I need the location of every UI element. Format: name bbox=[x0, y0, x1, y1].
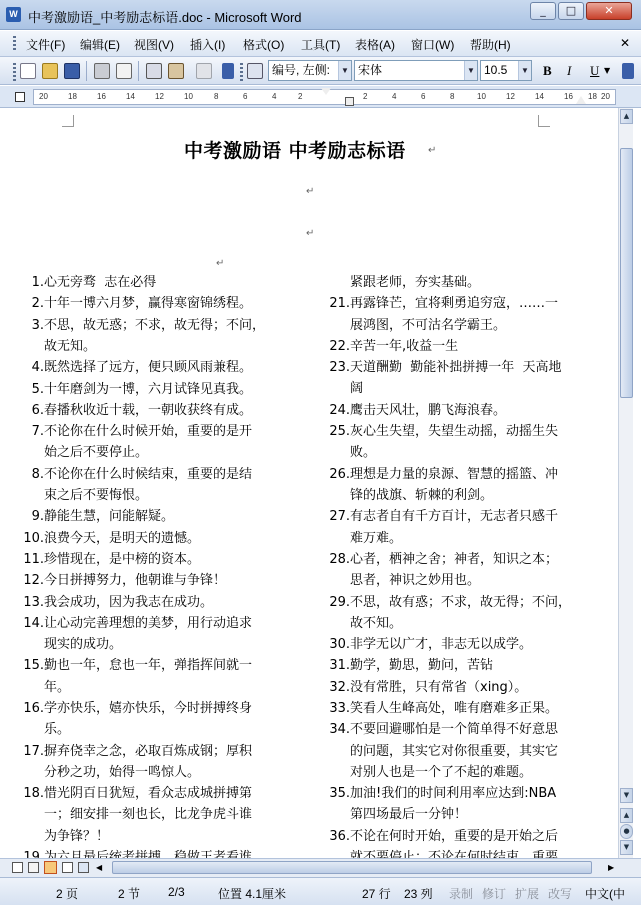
list-item-text: 有志者自有千方百计，无志者只感千 bbox=[350, 509, 559, 525]
menu-bar bbox=[0, 31, 641, 57]
chevron-down-icon[interactable]: ▼ bbox=[464, 61, 477, 80]
print-layout-view-icon[interactable] bbox=[44, 861, 57, 874]
print-preview-icon[interactable] bbox=[116, 63, 132, 79]
list-number: 8. bbox=[31, 466, 44, 482]
ruler-tick-label: 4 bbox=[272, 92, 277, 101]
vertical-scrollbar[interactable] bbox=[618, 108, 633, 858]
styles-pane-icon[interactable] bbox=[247, 63, 263, 79]
list-number: 1. bbox=[31, 275, 44, 290]
list-item[interactable] bbox=[326, 677, 596, 698]
list-number: 36. bbox=[329, 828, 350, 844]
ruler-tick-label: 8 bbox=[450, 92, 455, 101]
list-item-text: 为争锋？！ bbox=[44, 828, 110, 844]
browse-object-icon[interactable]: ● bbox=[620, 824, 633, 839]
save-icon[interactable] bbox=[64, 63, 80, 79]
list-item-text: 学亦快乐，嬉亦快乐，今时拼搏终身 bbox=[44, 701, 253, 716]
list-item-text: 第四场最后一分钟！ bbox=[350, 807, 468, 823]
list-item[interactable] bbox=[20, 272, 290, 293]
list-number: 17. bbox=[23, 743, 44, 759]
status-track-changes[interactable]: 修订 bbox=[482, 887, 507, 901]
list-item[interactable] bbox=[326, 698, 596, 719]
status-language[interactable]: 中文(中 bbox=[585, 887, 625, 901]
scroll-left-icon[interactable]: ◀ bbox=[96, 863, 103, 872]
list-item-text: 分秒之功，始得一鸣惊人。 bbox=[44, 764, 201, 780]
list-item[interactable] bbox=[20, 698, 290, 741]
list-item-text: 既然选择了远方，便只顾风雨兼程。 bbox=[44, 360, 253, 376]
list-number: 31. bbox=[329, 658, 350, 674]
list-item-text: 今日拼搏努力，他朝谁与争锋！ bbox=[44, 573, 227, 589]
menu-help[interactable]: 帮助(H) bbox=[470, 38, 511, 52]
status-overtype[interactable]: 改写 bbox=[548, 887, 573, 901]
list-item[interactable] bbox=[326, 655, 596, 676]
list-item-text: 年。 bbox=[44, 679, 71, 695]
underline-button[interactable]: U bbox=[590, 63, 600, 78]
menu-insert[interactable]: 插入(I) bbox=[190, 38, 226, 52]
list-item-text: 不思，故无惑；不求，故无得；不问， bbox=[44, 317, 266, 333]
scroll-thumb[interactable] bbox=[620, 148, 633, 398]
list-item-text: 非学无以广才，非志无以成学。 bbox=[350, 637, 533, 653]
chevron-down-icon[interactable]: ▼ bbox=[518, 61, 531, 80]
ruler-tick-label: 10 bbox=[477, 92, 486, 101]
list-item[interactable] bbox=[20, 613, 290, 656]
list-item-text: 乐。 bbox=[44, 722, 71, 738]
list-item[interactable] bbox=[326, 464, 596, 507]
list-item[interactable] bbox=[20, 506, 290, 527]
tab-stop-selector-icon[interactable] bbox=[15, 92, 25, 102]
ruler-tick-label: 2 bbox=[298, 92, 303, 101]
list-item[interactable] bbox=[326, 293, 596, 336]
list-item[interactable] bbox=[326, 549, 596, 592]
menu-window[interactable]: 窗口(W) bbox=[411, 38, 455, 52]
list-item[interactable] bbox=[20, 357, 290, 378]
scroll-up-icon[interactable]: ▲ bbox=[620, 109, 633, 124]
toolbar-separator bbox=[86, 61, 87, 81]
ruler-tick-label: 6 bbox=[421, 92, 426, 101]
list-item-text: 不论你在什么时候开始，重要的是开 bbox=[44, 424, 253, 440]
menu-tools[interactable]: 工具(T) bbox=[301, 38, 341, 52]
scroll-right-icon[interactable]: ▶ bbox=[608, 863, 615, 872]
list-item-text: 勤也一年，怠也一年，弹指挥间就一 bbox=[44, 658, 253, 674]
list-item-text: 浪费今天，是明天的遗憾。 bbox=[44, 530, 201, 546]
list-item[interactable] bbox=[326, 634, 596, 655]
list-number: 28. bbox=[329, 551, 350, 567]
list-item-text: 难万难。 bbox=[350, 530, 403, 546]
list-item-text: 心者，栖神之舍；神者，知识之本； bbox=[350, 551, 559, 567]
left-indent-marker[interactable] bbox=[345, 97, 354, 106]
close-button[interactable]: ✕ bbox=[586, 2, 632, 20]
list-number: 22. bbox=[329, 338, 350, 354]
chevron-down-icon[interactable]: ▼ bbox=[338, 61, 351, 80]
paragraph-mark: ↵ bbox=[306, 186, 315, 197]
list-item-text: 静能生慧，问能解疑。 bbox=[44, 509, 175, 525]
menu-close-doc-icon[interactable]: ✕ bbox=[620, 36, 631, 50]
menu-table[interactable]: 表格(A) bbox=[355, 38, 395, 52]
list-number: 26. bbox=[329, 466, 350, 482]
list-item[interactable] bbox=[326, 272, 596, 293]
list-item-text: 现实的成功。 bbox=[44, 637, 123, 653]
minimize-button[interactable]: _ bbox=[530, 2, 556, 20]
list-number: 3. bbox=[31, 317, 44, 333]
list-item-text: 对别人也是一个了不起的难题。 bbox=[350, 764, 533, 780]
menu-file[interactable]: 文件(F) bbox=[26, 38, 66, 52]
list-number: 13. bbox=[23, 594, 44, 610]
paragraph-mark: ↵ bbox=[306, 228, 315, 239]
list-item-text: 束之后不要悔恨。 bbox=[44, 487, 149, 503]
status-extend-selection[interactable]: 扩展 bbox=[515, 887, 540, 901]
list-number: 23. bbox=[329, 360, 350, 376]
list-item[interactable] bbox=[326, 783, 596, 826]
list-item-text: 加油!我们的时间利用率应达到:NBA bbox=[350, 786, 557, 802]
status-column[interactable]: 23 列 bbox=[404, 887, 433, 901]
format-toolbar-grip-handle[interactable] bbox=[240, 63, 243, 81]
list-item-text: 阔 bbox=[350, 381, 364, 397]
status-page[interactable]: 2 页 bbox=[56, 887, 79, 901]
list-item-text: 春播秋收近十载，一朝收获终有成。 bbox=[44, 402, 253, 418]
list-item-text: 思者，神识之妙用也。 bbox=[350, 573, 481, 589]
list-item-text: 故不知。 bbox=[350, 615, 403, 631]
next-page-icon[interactable]: ▼ bbox=[620, 840, 633, 855]
style-value: 编号, 左侧: bbox=[272, 63, 331, 77]
list-item[interactable] bbox=[326, 400, 596, 421]
spelling-check-icon[interactable] bbox=[146, 63, 162, 79]
ruler-tick-label: 20 bbox=[601, 92, 610, 101]
list-number: 32. bbox=[329, 679, 350, 695]
list-number: 4. bbox=[31, 360, 44, 376]
bold-button[interactable]: B bbox=[543, 63, 552, 78]
title-bar bbox=[0, 0, 641, 30]
list-item[interactable] bbox=[20, 570, 290, 591]
ruler-tick-label: 18 bbox=[588, 92, 597, 101]
list-item[interactable] bbox=[20, 379, 290, 400]
list-item[interactable] bbox=[326, 719, 596, 783]
status-bar bbox=[0, 877, 641, 905]
ruler-tick-label: 2 bbox=[363, 92, 368, 101]
ruler-tick-label: 6 bbox=[243, 92, 248, 101]
previous-page-icon[interactable]: ▲ bbox=[620, 808, 633, 823]
window-title: 中考激励语_中考励志标语.doc - Microsoft Word bbox=[28, 10, 302, 25]
list-item-text: 理想是力量的泉源、智慧的摇篮、冲 bbox=[350, 466, 559, 482]
list-item[interactable] bbox=[20, 421, 290, 464]
list-number: 5. bbox=[31, 381, 44, 397]
ruler-tick-label: 12 bbox=[155, 92, 164, 101]
list-item[interactable] bbox=[20, 293, 290, 314]
paragraph-mark: ↵ bbox=[428, 145, 437, 156]
ruler-tick-label: 14 bbox=[126, 92, 135, 101]
list-item-text: 我会成功，因为我志在成功。 bbox=[44, 594, 214, 610]
font-size-combobox[interactable] bbox=[480, 60, 532, 81]
status-record-macro[interactable]: 录制 bbox=[449, 887, 474, 901]
ruler-tick-label: 18 bbox=[68, 92, 77, 101]
list-item[interactable] bbox=[326, 506, 596, 549]
list-item[interactable] bbox=[20, 741, 290, 784]
print-icon[interactable] bbox=[94, 63, 110, 79]
list-item-text: 一；细安排一刻也长，比龙争虎斗谁 bbox=[44, 807, 253, 823]
font-value: 宋体 bbox=[358, 63, 383, 77]
margin-corner-mark bbox=[62, 115, 74, 127]
list-number: 24. bbox=[329, 402, 350, 418]
list-item-text: 再露锋芒，宜将剩勇追穷寇，……一 bbox=[350, 296, 559, 312]
list-item-text: 不论在何时开始，重要的是开始之后 bbox=[350, 828, 559, 844]
right-indent-marker[interactable] bbox=[576, 96, 586, 104]
list-number: 30. bbox=[329, 637, 350, 653]
font-size-value: 10.5 bbox=[484, 63, 508, 77]
menu-edit[interactable]: 编辑(E) bbox=[80, 38, 120, 52]
list-item-text: 珍惜现在，是中榜的资本。 bbox=[44, 551, 201, 567]
document-title[interactable]: 中考激励语 中考励志标语 bbox=[184, 140, 406, 162]
list-number: 15. bbox=[23, 658, 44, 674]
research-icon[interactable] bbox=[168, 63, 184, 79]
word-app-icon[interactable]: W bbox=[6, 7, 21, 22]
list-item-text: 没有常胜，只有常省（xing）。 bbox=[350, 679, 528, 695]
horizontal-scroll-thumb[interactable] bbox=[112, 861, 592, 874]
format-toolbar-options-icon[interactable] bbox=[622, 63, 634, 79]
list-item-text: 败。 bbox=[350, 445, 377, 461]
list-item[interactable] bbox=[20, 528, 290, 549]
list-number: 35. bbox=[329, 786, 350, 802]
list-item-text: 始之后不要停止。 bbox=[44, 445, 149, 461]
margin-corner-mark bbox=[538, 115, 550, 127]
list-item-text: 惜光阴百日犹短，看众志成城拼搏第 bbox=[44, 786, 253, 802]
ruler-tick-label: 20 bbox=[39, 92, 48, 101]
list-item-text: 天道酬勤 勤能补拙拼搏一年 天高地 bbox=[350, 360, 562, 376]
first-line-indent-marker[interactable] bbox=[321, 88, 331, 95]
toolbar-grip-handle[interactable] bbox=[13, 63, 16, 81]
list-number: 34. bbox=[329, 722, 350, 738]
outline-view-icon[interactable] bbox=[62, 862, 73, 873]
list-number: 14. bbox=[23, 615, 44, 631]
cut-icon[interactable] bbox=[196, 63, 212, 79]
status-section[interactable]: 2 节 bbox=[118, 887, 141, 901]
ruler-tick-label: 10 bbox=[184, 92, 193, 101]
font-combobox[interactable] bbox=[354, 60, 478, 81]
list-item[interactable] bbox=[20, 400, 290, 421]
list-number: 7. bbox=[31, 424, 44, 440]
menu-grip-handle[interactable] bbox=[13, 36, 16, 52]
status-position[interactable]: 位置 4.1厘米 bbox=[218, 887, 287, 901]
list-item-text: 不论你在什么时候结束，重要的是结 bbox=[44, 466, 253, 482]
ruler-tick-label: 16 bbox=[97, 92, 106, 101]
list-item[interactable] bbox=[326, 421, 596, 464]
list-item[interactable] bbox=[20, 655, 290, 698]
list-item-text: 故无知。 bbox=[44, 338, 97, 354]
italic-button[interactable]: I bbox=[567, 63, 572, 78]
new-document-icon[interactable] bbox=[20, 63, 36, 79]
list-item-text: 展鸿图，不可沽名学霸王。 bbox=[350, 317, 507, 333]
list-item-text: 勤学，勤思，勤问，苦钻 bbox=[350, 658, 494, 674]
list-item-text: 不要回避哪怕是一个简单得不好意思 bbox=[350, 722, 559, 738]
toolbar-options-chevron-icon[interactable] bbox=[222, 63, 234, 79]
menu-format[interactable]: 格式(O) bbox=[243, 38, 285, 52]
list-item-text: 紧跟老师，夯实基础。 bbox=[350, 275, 481, 290]
style-combobox[interactable] bbox=[268, 60, 352, 81]
list-item[interactable] bbox=[20, 464, 290, 507]
list-number: 33. bbox=[329, 701, 350, 716]
list-number: 27. bbox=[329, 509, 350, 525]
ruler-tick-label: 16 bbox=[564, 92, 573, 101]
list-item[interactable] bbox=[326, 336, 596, 357]
list-number: 29. bbox=[329, 594, 350, 610]
ruler-tick-label: 14 bbox=[535, 92, 544, 101]
list-item-text: 灰心生失望，失望生动摇，动摇生失 bbox=[350, 424, 559, 440]
ruler-tick-label: 8 bbox=[214, 92, 219, 101]
list-item-text: 的问题，其实它对你很重要，其实它 bbox=[350, 743, 559, 759]
list-item-text: 让心动完善理想的美梦，用行动追求 bbox=[44, 615, 253, 631]
list-item-text: 十年一博六月梦，赢得寒窗锦绣程。 bbox=[44, 296, 253, 312]
menu-view[interactable]: 视图(V) bbox=[134, 38, 174, 52]
reading-layout-view-icon[interactable] bbox=[78, 862, 89, 873]
toolbar bbox=[0, 57, 641, 85]
toolbar-separator bbox=[138, 61, 139, 81]
list-number: 25. bbox=[329, 424, 350, 440]
web-layout-view-icon[interactable] bbox=[28, 862, 39, 873]
list-number: 16. bbox=[23, 701, 44, 716]
list-item[interactable] bbox=[20, 592, 290, 613]
list-number: 9. bbox=[31, 509, 44, 525]
list-item-text: 摒弃侥幸之念，必取百炼成钢；厚积 bbox=[44, 743, 253, 759]
normal-view-icon[interactable] bbox=[12, 862, 23, 873]
status-line[interactable]: 27 行 bbox=[362, 887, 391, 901]
list-item-text: 鹰击天风壮，鹏飞海浪春。 bbox=[350, 402, 507, 418]
scroll-down-icon[interactable]: ▼ bbox=[620, 788, 633, 803]
status-page-count[interactable]: 2/3 bbox=[168, 885, 185, 899]
list-number: 12. bbox=[23, 573, 44, 589]
paragraph-mark: ↵ bbox=[216, 258, 225, 269]
list-number: 10. bbox=[23, 530, 44, 546]
ruler-tick-label: 4 bbox=[392, 92, 397, 101]
list-number: 6. bbox=[31, 402, 44, 418]
list-item[interactable] bbox=[20, 315, 290, 358]
list-item[interactable] bbox=[20, 549, 290, 570]
list-number: 11. bbox=[23, 551, 44, 567]
underline-dropdown-icon[interactable]: ▼ bbox=[604, 66, 611, 75]
horizontal-ruler[interactable] bbox=[0, 86, 641, 108]
list-item[interactable] bbox=[326, 357, 596, 400]
list-item-text: 不思，故有惑；不求，故无得；不问， bbox=[350, 594, 572, 610]
list-item-text: 十年磨剑为一博，六月试锋见真我。 bbox=[44, 381, 253, 397]
list-item-text: 心无旁骛 志在必得 bbox=[44, 275, 157, 290]
list-number: 18. bbox=[23, 786, 44, 802]
list-number: 2. bbox=[31, 296, 44, 312]
list-item-text: 笑看人生峰高处，唯有磨难多正果。 bbox=[350, 701, 559, 716]
open-folder-icon[interactable] bbox=[42, 63, 58, 79]
list-item[interactable] bbox=[326, 592, 596, 635]
list-number: 21. bbox=[329, 296, 350, 312]
list-item[interactable] bbox=[20, 783, 290, 847]
maximize-button[interactable]: □ bbox=[558, 2, 584, 20]
ruler-tick-label: 12 bbox=[506, 92, 515, 101]
list-item-text: 辛苦一年,收益一生 bbox=[350, 338, 459, 354]
horizontal-scrollbar[interactable] bbox=[0, 858, 641, 877]
list-item-text: 锋的战旗、斩棘的利剑。 bbox=[350, 487, 494, 503]
